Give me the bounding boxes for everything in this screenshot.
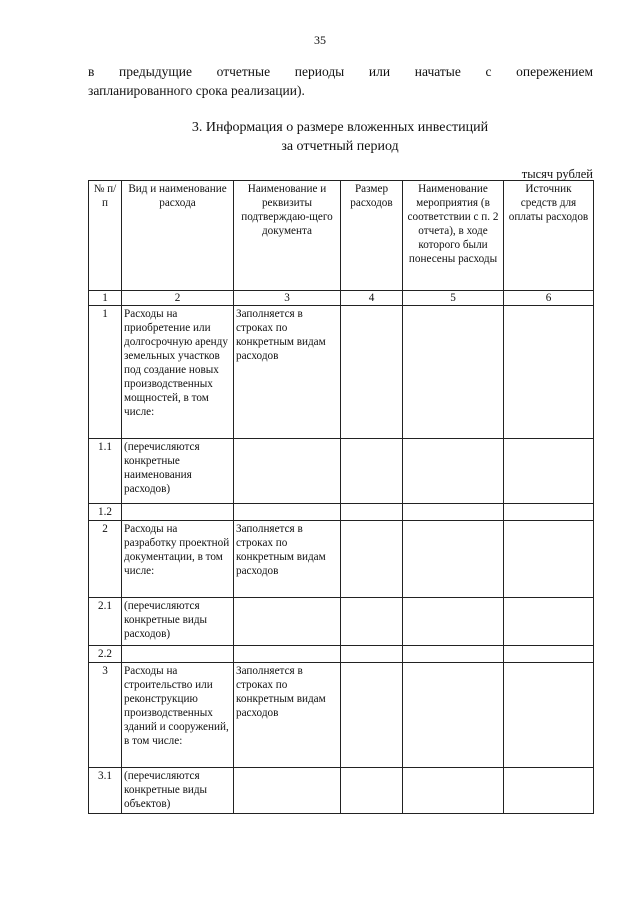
row-expense-type: (перечисляются конкретные наименования расходов) <box>122 439 234 504</box>
row-source <box>504 663 594 768</box>
row-event <box>403 306 504 439</box>
intro-word: в <box>88 64 95 79</box>
row-number: 2.2 <box>89 646 122 663</box>
page-number: 35 <box>314 33 326 47</box>
row-expense-type <box>122 646 234 663</box>
row-document <box>234 768 341 814</box>
intro-line-2: запланированного срока реализации). <box>88 83 305 98</box>
intro-word: предыдущие <box>119 64 192 79</box>
intro-line-1 <box>88 62 593 81</box>
row-document <box>234 598 341 646</box>
row-source <box>504 598 594 646</box>
row-source <box>504 439 594 504</box>
row-number: 3.1 <box>89 768 122 814</box>
row-amount <box>341 521 403 598</box>
row-source <box>504 504 594 521</box>
intro-word: или <box>368 64 391 79</box>
column-number: 1 <box>89 291 122 306</box>
row-amount <box>341 646 403 663</box>
row-amount <box>341 598 403 646</box>
row-source <box>504 306 594 439</box>
row-number: 1.2 <box>89 504 122 521</box>
row-number: 1.1 <box>89 439 122 504</box>
unit-label: тысяч рублей <box>521 167 593 181</box>
column-number-row <box>89 291 594 306</box>
investments-table <box>88 180 594 814</box>
row-source <box>504 768 594 814</box>
section-title-line-2: за отчетный период <box>281 139 399 154</box>
header-cell-document: Наименование и реквизиты подтверждаю-щего документа <box>234 181 341 291</box>
row-number: 2.1 <box>89 598 122 646</box>
table-row <box>89 768 594 814</box>
row-document: Заполняется в строках по конкретным видам расходов <box>234 521 341 598</box>
row-event <box>403 768 504 814</box>
header-cell-event: Наименование мероприятия (в соответствии с п. 2 отчета), в ходе которого были понесены расходы <box>403 181 504 291</box>
section-title <box>0 118 640 156</box>
header-cell-source: Источник средств для оплаты расходов <box>504 181 594 291</box>
table-row <box>89 663 594 768</box>
row-event <box>403 521 504 598</box>
row-document <box>234 504 341 521</box>
row-expense-type: Расходы на разработку проектной документации, в том числе: <box>122 521 234 598</box>
row-event <box>403 663 504 768</box>
intro-word: отчетные <box>216 64 271 79</box>
table-row <box>89 504 594 521</box>
section-title-line-1: 3. Информация о размере вложенных инвестиций <box>191 120 489 135</box>
table-row <box>89 306 594 439</box>
row-number: 1 <box>89 306 122 439</box>
row-document <box>234 646 341 663</box>
row-source <box>504 646 594 663</box>
table-row <box>89 521 594 598</box>
intro-paragraph <box>88 62 593 100</box>
column-number: 2 <box>122 291 234 306</box>
intro-word: опережением <box>516 64 593 79</box>
header-cell-expense-type: Вид и наименование расхода <box>122 181 234 291</box>
row-number: 3 <box>89 663 122 768</box>
row-amount <box>341 306 403 439</box>
intro-word: периоды <box>294 64 345 79</box>
row-amount <box>341 439 403 504</box>
header-cell-amount: Размер расходов <box>341 181 403 291</box>
row-amount <box>341 504 403 521</box>
row-source <box>504 521 594 598</box>
row-amount <box>341 663 403 768</box>
row-document: Заполняется в строках по конкретным видам расходов <box>234 306 341 439</box>
column-number: 4 <box>341 291 403 306</box>
row-expense-type: Расходы на строительство или реконструкцию производственных зданий и сооружений, в том числе: <box>122 663 234 768</box>
intro-word: с <box>485 64 492 79</box>
intro-word: начатые <box>414 64 461 79</box>
column-number: 6 <box>504 291 594 306</box>
row-amount <box>341 768 403 814</box>
row-expense-type: Расходы на приобретение или долгосрочную аренду земельных участков под создание новых производственных мощностей, в том числе: <box>122 306 234 439</box>
row-expense-type: (перечисляются конкретные виды объектов) <box>122 768 234 814</box>
header-cell-number: № п/п <box>89 181 122 291</box>
column-number: 3 <box>234 291 341 306</box>
row-document <box>234 439 341 504</box>
table-row <box>89 646 594 663</box>
row-expense-type <box>122 504 234 521</box>
row-document: Заполняется в строках по конкретным видам расходов <box>234 663 341 768</box>
row-event <box>403 439 504 504</box>
row-event <box>403 598 504 646</box>
row-event <box>403 646 504 663</box>
row-event <box>403 504 504 521</box>
table-row <box>89 439 594 504</box>
table-header-row <box>89 181 594 291</box>
row-number: 2 <box>89 521 122 598</box>
row-expense-type: (перечисляются конкретные виды расходов) <box>122 598 234 646</box>
table-row <box>89 598 594 646</box>
column-number: 5 <box>403 291 504 306</box>
